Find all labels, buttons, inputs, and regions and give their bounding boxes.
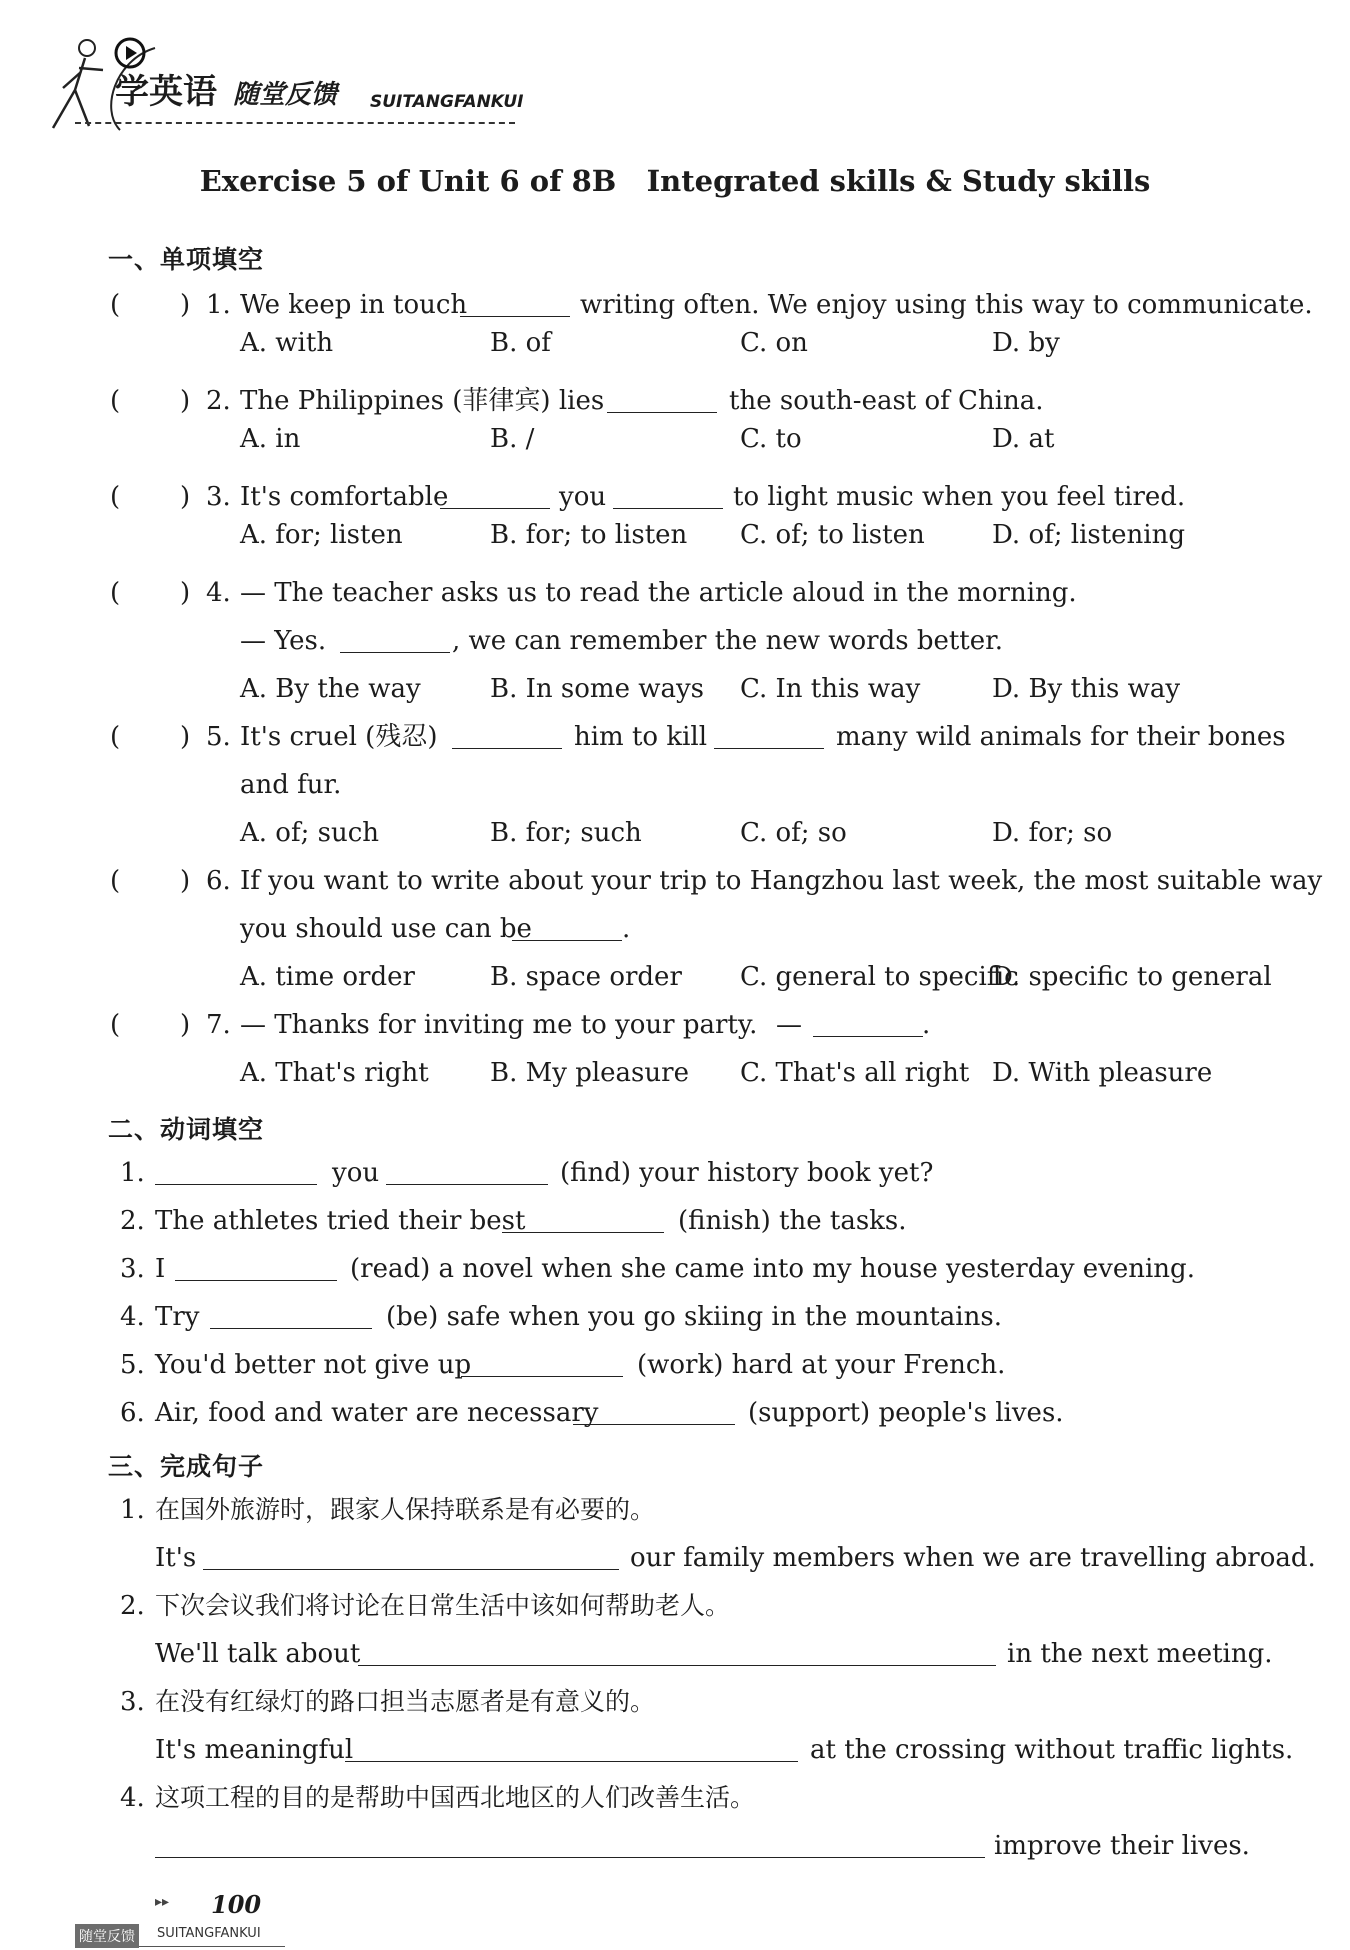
page-title: Exercise 5 of Unit 6 of 8B Integrated skills & Study skills bbox=[199, 164, 1151, 198]
option-a[interactable]: A. with bbox=[240, 328, 334, 358]
option-d[interactable]: D. by bbox=[992, 328, 1060, 358]
option-a[interactable]: A. That's right bbox=[240, 1058, 429, 1088]
chinese-sentence: 在没有红绿灯的路口担当志愿者是有意义的。 bbox=[155, 1687, 656, 1716]
question-text: you bbox=[559, 482, 607, 512]
answer-blank[interactable] bbox=[340, 652, 450, 653]
question-text: The Philippines (菲律宾) lies bbox=[240, 386, 605, 416]
header-logo bbox=[45, 30, 565, 140]
question-text: We keep in touch bbox=[240, 290, 468, 320]
item-number: 4. bbox=[120, 1302, 145, 1332]
option-d[interactable]: D. of; listening bbox=[992, 520, 1186, 550]
option-b[interactable]: B. / bbox=[490, 424, 535, 454]
question-number: 3. bbox=[206, 482, 231, 512]
item-text: in the next meeting. bbox=[1007, 1639, 1273, 1669]
item-text: You'd better not give up bbox=[155, 1350, 472, 1380]
chinese-sentence: 在国外旅游时，跟家人保持联系是有必要的。 bbox=[155, 1495, 656, 1524]
chinese-sentence: 下次会议我们将讨论在日常生活中该如何帮助老人。 bbox=[155, 1591, 731, 1620]
answer-blank[interactable] bbox=[358, 1665, 996, 1666]
item-text: (read) a novel when she came into my house yesterday evening. bbox=[350, 1254, 1195, 1284]
item-number: 5. bbox=[120, 1350, 145, 1380]
question-number: 2. bbox=[206, 386, 231, 416]
paren-close: ) bbox=[180, 1010, 191, 1040]
paren-close: ) bbox=[180, 722, 191, 752]
answer-blank[interactable] bbox=[452, 748, 562, 749]
paren-open: ( bbox=[110, 290, 121, 320]
item-text: (support) people's lives. bbox=[748, 1398, 1064, 1428]
item-text: at the crossing without traffic lights. bbox=[810, 1735, 1294, 1765]
item-number: 6. bbox=[120, 1398, 145, 1428]
question-text: It's comfortable bbox=[240, 482, 449, 512]
option-c[interactable]: C. general to specific bbox=[740, 962, 1019, 992]
option-c[interactable]: C. In this way bbox=[740, 674, 921, 704]
item-text: (be) safe when you go skiing in the mountains. bbox=[386, 1302, 1002, 1332]
item-text: (work) hard at your French. bbox=[637, 1350, 1006, 1380]
item-number: 2. bbox=[120, 1206, 145, 1236]
option-c[interactable]: C. That's all right bbox=[740, 1058, 970, 1088]
option-d[interactable]: D. By this way bbox=[992, 674, 1181, 704]
question-text: many wild animals for their bones bbox=[836, 722, 1286, 752]
answer-blank[interactable] bbox=[345, 1761, 798, 1762]
question-text: It's cruel (残忍) bbox=[240, 722, 438, 752]
question-text: you should use can be bbox=[240, 914, 532, 944]
answer-blank[interactable] bbox=[607, 412, 717, 413]
option-b[interactable]: B. space order bbox=[490, 962, 682, 992]
answer-blank[interactable] bbox=[155, 1857, 985, 1858]
answer-blank[interactable] bbox=[203, 1569, 619, 1570]
page-number: 100 bbox=[211, 1890, 262, 1919]
answer-blank[interactable] bbox=[714, 748, 824, 749]
item-text: We'll talk about bbox=[155, 1639, 361, 1669]
item-number: 2. bbox=[120, 1591, 145, 1621]
question-text: the south-east of China. bbox=[729, 386, 1044, 416]
answer-blank[interactable] bbox=[440, 508, 550, 509]
footer bbox=[75, 1890, 375, 1950]
option-a[interactable]: A. By the way bbox=[240, 674, 421, 704]
item-number: 3. bbox=[120, 1687, 145, 1717]
item-text: Try bbox=[155, 1302, 200, 1332]
option-d[interactable]: D. at bbox=[992, 424, 1055, 454]
item-text: The athletes tried their best bbox=[155, 1206, 526, 1236]
option-c[interactable]: C. of; so bbox=[740, 818, 847, 848]
option-c[interactable]: C. of; to listen bbox=[740, 520, 925, 550]
item-text: Air, food and water are necessary bbox=[155, 1398, 599, 1428]
header-dashed-rule bbox=[75, 122, 515, 124]
paren-close: ) bbox=[180, 578, 191, 608]
question-text: , we can remember the new words better. bbox=[452, 626, 1003, 656]
item-text: It's bbox=[155, 1543, 197, 1573]
item-number: 1. bbox=[120, 1158, 145, 1188]
question-text: . bbox=[622, 914, 631, 944]
answer-blank[interactable] bbox=[155, 1184, 317, 1185]
answer-blank[interactable] bbox=[573, 1424, 735, 1425]
option-a[interactable]: A. for; listen bbox=[240, 520, 403, 550]
paren-open: ( bbox=[110, 578, 121, 608]
paren-close: ) bbox=[180, 386, 191, 416]
question-text: . bbox=[922, 1010, 931, 1040]
answer-blank[interactable] bbox=[613, 508, 723, 509]
answer-blank[interactable] bbox=[175, 1280, 337, 1281]
option-d[interactable]: D. With pleasure bbox=[992, 1058, 1213, 1088]
question-number: 1. bbox=[206, 290, 231, 320]
chinese-sentence: 这项工程的目的是帮助中国西北地区的人们改善生活。 bbox=[155, 1783, 756, 1812]
section3-heading: 三、完成句子 bbox=[108, 1452, 265, 1481]
question-text: him to kill bbox=[574, 722, 708, 752]
option-a[interactable]: A. in bbox=[240, 424, 301, 454]
footer-tag bbox=[75, 1924, 285, 1947]
item-number: 3. bbox=[120, 1254, 145, 1284]
question-text: — Thanks for inviting me to your party. bbox=[240, 1010, 758, 1040]
paren-open: ( bbox=[110, 1010, 121, 1040]
item-text: I bbox=[155, 1254, 166, 1284]
option-c[interactable]: C. on bbox=[740, 328, 808, 358]
item-text: (finish) the tasks. bbox=[678, 1206, 907, 1236]
answer-blank[interactable] bbox=[512, 940, 622, 941]
question-text: — The teacher asks us to read the article aloud in the morning. bbox=[240, 578, 1077, 608]
question-number: 6. bbox=[206, 866, 231, 896]
item-text: our family members when we are travelling abroad. bbox=[630, 1543, 1316, 1573]
answer-blank[interactable] bbox=[461, 1376, 623, 1377]
option-b[interactable]: B. for; to listen bbox=[490, 520, 688, 550]
answer-blank[interactable] bbox=[813, 1036, 923, 1037]
item-number: 1. bbox=[120, 1495, 145, 1525]
question-text: and fur. bbox=[240, 770, 342, 800]
paren-close: ) bbox=[180, 290, 191, 320]
option-d[interactable]: D. for; so bbox=[992, 818, 1113, 848]
option-a[interactable]: A. of; such bbox=[240, 818, 380, 848]
question-text: — Yes. bbox=[240, 626, 327, 656]
question-text: — bbox=[776, 1010, 802, 1040]
question-number: 4. bbox=[206, 578, 231, 608]
item-text: (find) your history book yet? bbox=[560, 1158, 934, 1188]
option-c[interactable]: C. to bbox=[740, 424, 802, 454]
brand-cn-2: 随堂反馈 bbox=[233, 80, 338, 110]
brand-en: SUITANGFANKUI bbox=[370, 92, 524, 112]
item-text: improve their lives. bbox=[994, 1831, 1250, 1861]
footer-tag-cn: 随堂反馈 bbox=[75, 1924, 139, 1948]
question-number: 5. bbox=[206, 722, 231, 752]
option-d[interactable]: D. specific to general bbox=[992, 962, 1272, 992]
paren-open: ( bbox=[110, 482, 121, 512]
answer-blank[interactable] bbox=[502, 1232, 664, 1233]
option-b[interactable]: B. of bbox=[490, 328, 551, 358]
option-b[interactable]: B. My pleasure bbox=[490, 1058, 689, 1088]
footer-arrows: ▸▸ bbox=[155, 1894, 170, 1910]
option-a[interactable]: A. time order bbox=[240, 962, 415, 992]
item-text: you bbox=[332, 1158, 380, 1188]
answer-blank[interactable] bbox=[210, 1328, 372, 1329]
paren-open: ( bbox=[110, 386, 121, 416]
question-text: writing often. We enjoy using this way to communicate. bbox=[580, 290, 1313, 320]
paren-close: ) bbox=[180, 482, 191, 512]
paren-close: ) bbox=[180, 866, 191, 896]
paren-open: ( bbox=[110, 866, 121, 896]
section1-heading: 一、单项填空 bbox=[108, 245, 265, 274]
footer-tag-en: SUITANGFANKUI bbox=[157, 1926, 261, 1941]
item-text: It's meaningful bbox=[155, 1735, 354, 1765]
answer-blank[interactable] bbox=[386, 1184, 548, 1185]
option-b[interactable]: B. In some ways bbox=[490, 674, 705, 704]
item-number: 4. bbox=[120, 1783, 145, 1813]
question-text: to light music when you feel tired. bbox=[733, 482, 1186, 512]
brand-cn: 学英语 bbox=[115, 72, 217, 112]
option-b[interactable]: B. for; such bbox=[490, 818, 642, 848]
question-number: 7. bbox=[206, 1010, 231, 1040]
question-text: If you want to write about your trip to Hangzhou last week, the most suitable way bbox=[240, 866, 1323, 896]
answer-blank[interactable] bbox=[460, 316, 570, 317]
section2-heading: 二、动词填空 bbox=[108, 1115, 265, 1144]
paren-open: ( bbox=[110, 722, 121, 752]
